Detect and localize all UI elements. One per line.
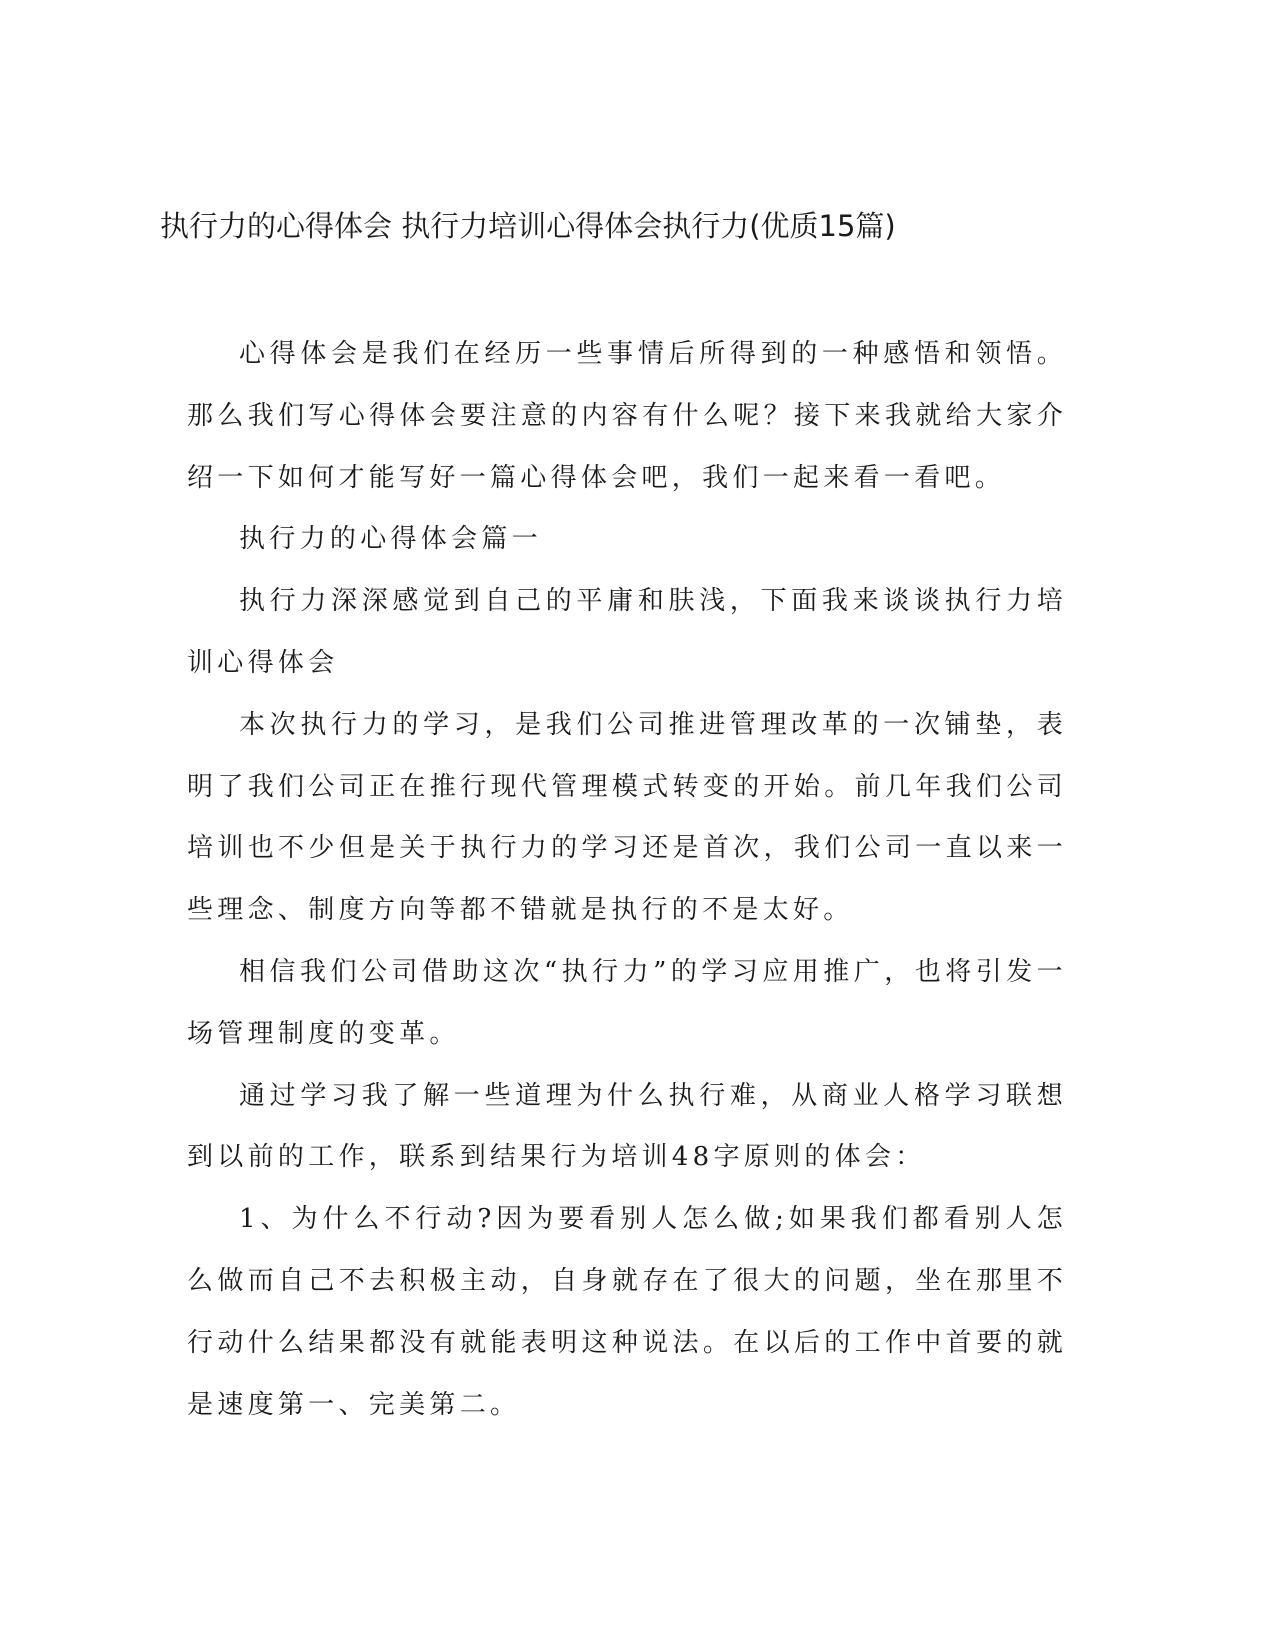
document-title: 执行力的心得体会 执行力培训心得体会执行力(优质15篇) (160, 209, 896, 243)
paragraph-intro: 心得体会是我们在经历一些事情后所得到的一种感悟和领悟。那么我们写心得体会要注意的内容有什么呢？接下来我就给大家介绍一下如何才能写好一篇心得体会吧，我们一起来看一看吧。 (187, 339, 1067, 493)
document-body (187, 324, 1067, 1436)
paragraph-learning-insights: 通过学习我了解一些道理为什么执行难，从商业人格学习联想到以前的工作，联系到结果行为培训48字原则的体会： (187, 1080, 1067, 1173)
paragraph-management-reform: 相信我们公司借助这次“执行力”的学习应用推广，也将引发一场管理制度的变革。 (187, 956, 1067, 1049)
paragraph-training-background: 本次执行力的学习，是我们公司推进管理改革的一次铺垫，表明了我们公司正在推行现代管理模式转变的开始。前几年我们公司培训也不少但是关于执行力的学习还是首次，我们公司一直以来一些理念、制度方向等都不错就是执行的不是太好。 (187, 709, 1067, 926)
paragraph-point-one: 1、为什么不行动?因为要看别人怎么做;如果我们都看别人怎么做而自己不去积极主动，自身就存在了很大的问题，坐在那里不行动什么结果都没有就能表明这种说法。在以后的工作中首要的就是速度第一、完美第二。 (187, 1204, 1067, 1420)
paragraph-self-reflection: 执行力深深感觉到自己的平庸和肤浅，下面我来谈谈执行力培训心得体会 (187, 586, 1067, 678)
section-heading-part-one: 执行力的心得体会篇一 (239, 524, 543, 555)
